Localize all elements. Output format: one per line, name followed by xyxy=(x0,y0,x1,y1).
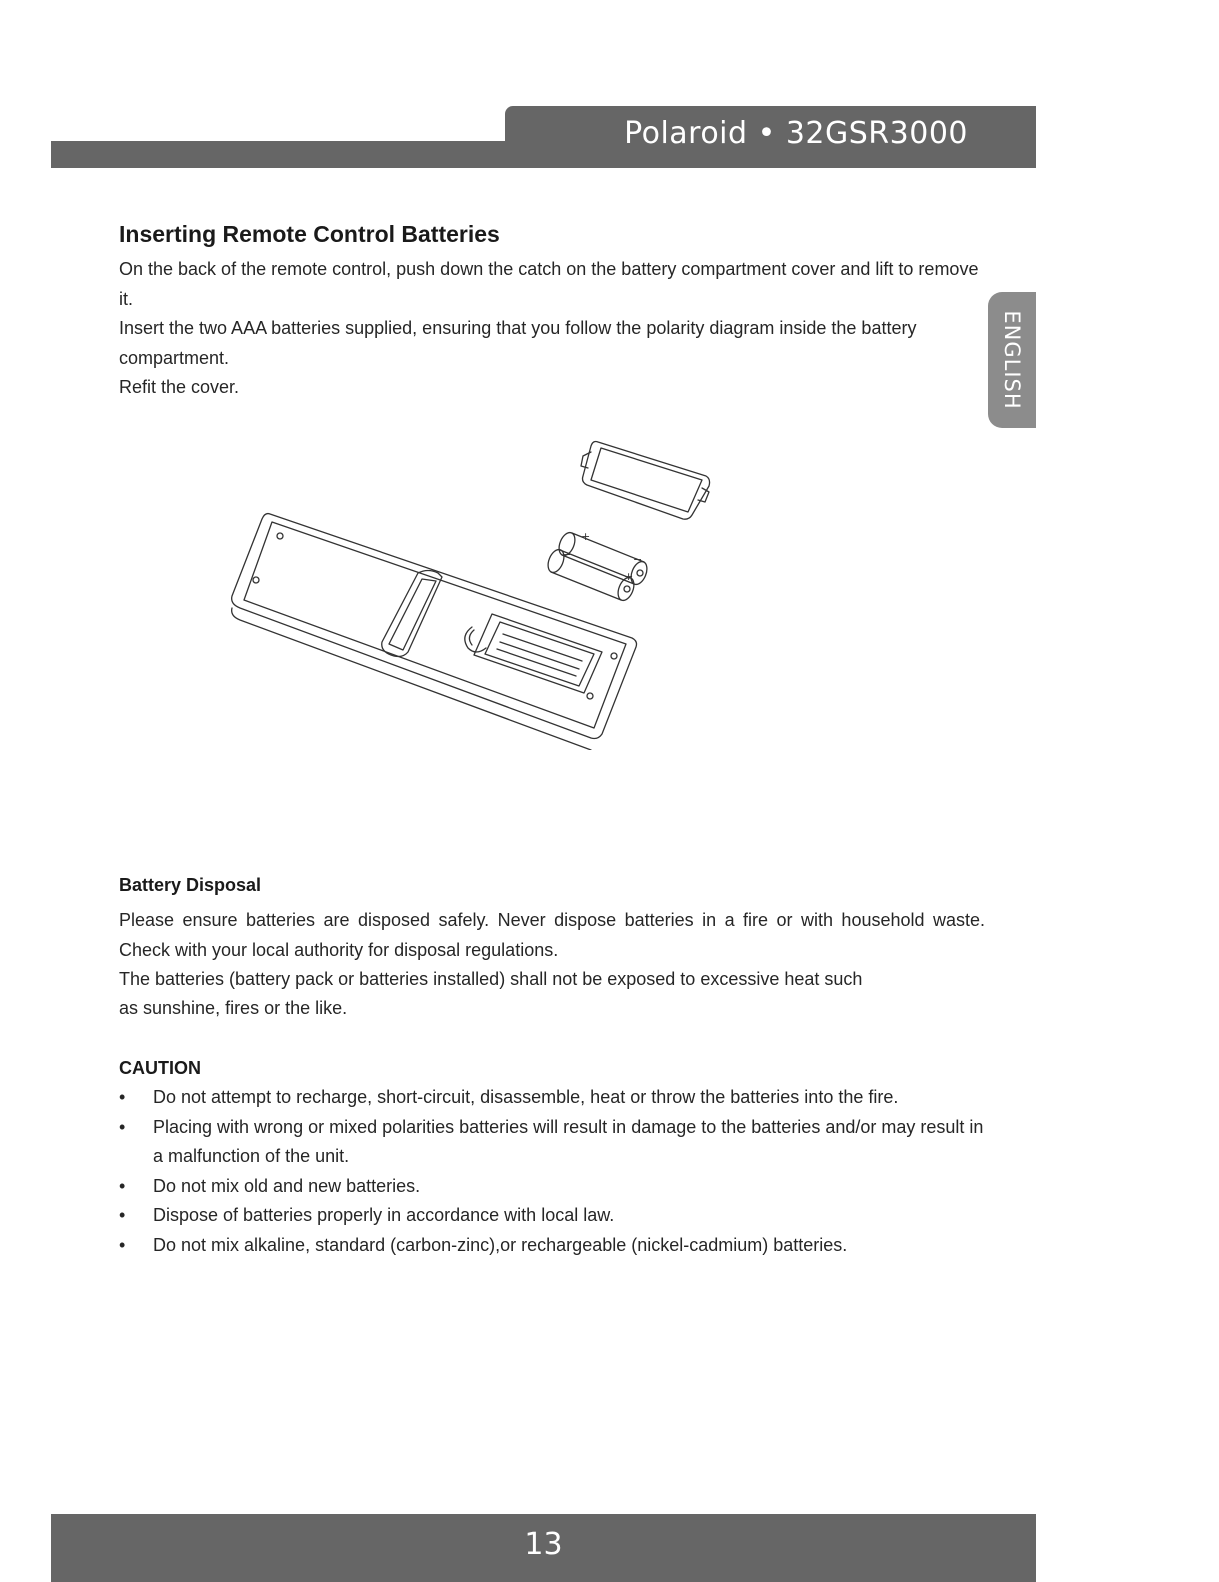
caution-item-text: Do not mix alkaline, standard (carbon-zinc),or rechargeable (nickel-cadmium) batteries. xyxy=(153,1234,848,1255)
battery-plus-label: + xyxy=(581,530,591,543)
battery-cover-drawing xyxy=(581,442,710,520)
caution-item xyxy=(119,1172,994,1202)
caution-item-text: Do not attempt to recharge, short-circuit, disassemble, heat or throw the batteries into the fire. xyxy=(153,1087,899,1107)
caution-item xyxy=(119,1231,994,1261)
header-brand-model: Polaroid • 32GSR3000 xyxy=(624,116,968,151)
disposal-heading: Battery Disposal xyxy=(119,875,262,895)
bullet: • xyxy=(119,1175,126,1196)
instruction-paragraph: On the back of the remote control, push down the catch on the battery compartment cover and lift to remove it. xyxy=(119,259,979,309)
bullet: • xyxy=(119,1205,126,1225)
caution-item xyxy=(119,1113,994,1172)
remote-battery-illustration xyxy=(210,430,730,750)
language-tab-label: ENGLISH xyxy=(1000,310,1024,410)
caution-list xyxy=(119,1083,994,1260)
bullet: • xyxy=(119,1234,126,1255)
battery-plus-label: + xyxy=(624,570,634,583)
bullet: • xyxy=(119,1116,126,1137)
caution-item-text: Placing with wrong or mixed polarities batteries will result in damage to the batteries and/or may result in a malfunction of the unit. xyxy=(153,1116,984,1166)
caution-item xyxy=(119,1083,994,1113)
battery-minus-label: − xyxy=(633,553,643,566)
section-title: Inserting Remote Control Batteries xyxy=(119,221,500,247)
disposal-paragraph: The batteries (battery pack or batteries installed) shall not be exposed to excessive heat such xyxy=(119,969,863,989)
instruction-paragraph: Refit the cover. xyxy=(119,377,240,397)
language-tab xyxy=(988,292,1036,428)
disposal-paragraph: as sunshine, fires or the like. xyxy=(119,998,348,1018)
caution-heading: CAUTION xyxy=(119,1058,201,1078)
caution-item-text: Dispose of batteries properly in accordance with local law. xyxy=(153,1205,615,1225)
page-number: 13 xyxy=(524,1527,563,1562)
instruction-paragraph: Insert the two AAA batteries supplied, ensuring that you follow the polarity diagram inside the battery compartment. xyxy=(119,318,917,368)
bullet: • xyxy=(119,1087,126,1107)
remote-body-drawing xyxy=(232,514,637,750)
battery-minus-label: − xyxy=(562,548,572,561)
caution-item-text: Do not mix old and new batteries. xyxy=(153,1175,421,1196)
aaa-batteries-drawing xyxy=(545,530,650,602)
footer-bar xyxy=(51,1514,1036,1582)
disposal-paragraph: Please ensure batteries are disposed safely. Never dispose batteries in a fire or with household waste. Check with your local authority for disposal regulations. xyxy=(119,910,985,960)
caution-item xyxy=(119,1201,994,1231)
